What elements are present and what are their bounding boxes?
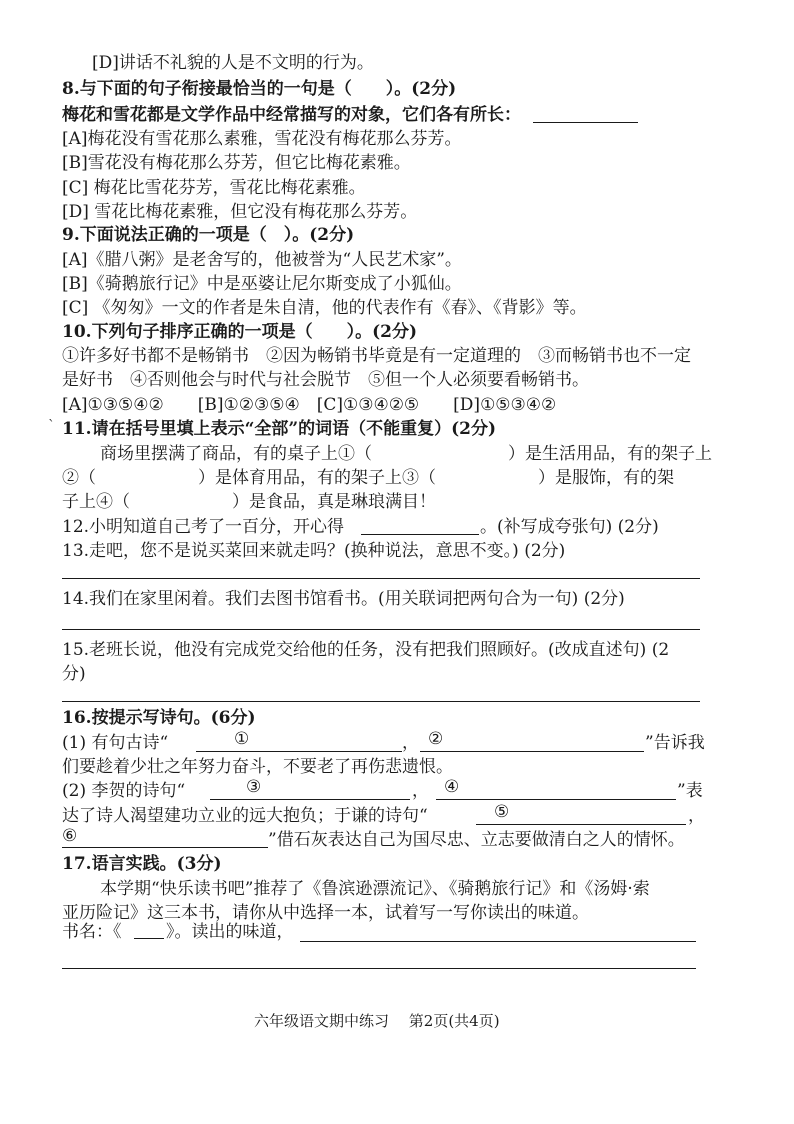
q16-1-tail: ”告诉我: [645, 733, 705, 753]
q8-title: 8.与下面的句子衔接最恰当的一句是（ ）。(2分): [62, 79, 457, 99]
q9-option-a: [A]《腊八粥》是老舍写的，他被誉为“人民艺术家”。: [62, 250, 462, 270]
q9-option-c: [C] 《匆匆》一文的作者是朱自清，他的代表作有《春》、《背影》等。: [62, 298, 587, 318]
q10-sentences-line2: 是好书 ④否则他会与时代与社会脱节 ⑤但一个人必须要看畅销书。: [62, 370, 589, 390]
q16-marker-2: ②: [428, 729, 444, 749]
q16-comma-3: ，: [688, 806, 705, 826]
q8-option-a: [A]梅花没有雪花那么素雅，雪花没有梅花那么芬芳。: [62, 129, 462, 149]
q8-stem: 梅花和雪花都是文学作品中经常描写的对象，它们各有所长：: [62, 105, 521, 125]
q17-text-line1: 本学期“快乐读书吧”推荐了《鲁滨逊漂流记》、《骑鹅旅行记》和《汤姆·索: [100, 879, 650, 899]
q16-marker-4: ④: [444, 777, 460, 797]
q16-marker-5: ⑤: [494, 802, 510, 822]
q13-text: 13.走吧，您不是说买菜回来就走吗？(换种说法，意思不变。) (2分): [62, 541, 566, 561]
q14-text: 14.我们在家里闲着。我们去图书馆看书。(用关联词把两句合为一句) (2分): [62, 589, 625, 609]
q11-line1: 商场里摆满了商品，有的桌子上①（ ）是生活用品，有的架子上: [100, 444, 712, 464]
q17-title: 17.语言实践。(3分): [62, 854, 222, 874]
q7-option-d: [D]讲话不礼貌的人是不文明的行为。: [92, 53, 374, 73]
q12-text: 12.小明知道自己考了一百分，开心得: [62, 517, 345, 537]
q10-sentences-line1: ①许多好书都不是畅销书 ②因为畅销书毕竟是有一定道理的 ③而畅销书也不一定: [62, 346, 691, 366]
q12-instruction: 。(补写成夸张句) (2分): [480, 517, 659, 537]
q16-3-text: 达了诗人渴望建功立业的远大抱负；于谦的诗句“: [62, 806, 428, 826]
q14-answer-line[interactable]: [62, 629, 700, 630]
q8-option-d: [D] 雪花比梅花素雅，但它没有梅花那么芬芳。: [62, 202, 418, 222]
q15-text-line2: 分): [62, 664, 86, 684]
q8-answer-blank[interactable]: [533, 122, 638, 123]
q17-book-label: 书名：《: [62, 922, 122, 942]
q11-line3: 子上④（ ）是食品，真是琳琅满目！: [62, 492, 436, 512]
q16-1-text: (1) 有句古诗“: [62, 733, 169, 753]
q16-comma-2: ，: [412, 781, 429, 801]
q9-option-b: [B]《骑鹅旅行记》中是巫婆让尼尔斯变成了小狐仙。: [62, 274, 462, 294]
q16-comma-1: ，: [402, 733, 419, 753]
q10-options: [A]①③⑤④② [B]①②③⑤④ [C]①③④②⑤ [D]①⑤③④②: [62, 395, 557, 415]
q16-1-explain: 们要趁着少壮之年努力奋斗，不要老了再伤悲遗恨。: [62, 757, 453, 777]
q15-text-line1: 15.老班长说，他没有完成党交给他的任务，没有把我们照顾好。(改成直述句) (2: [62, 640, 670, 660]
q16-marker-6: ⑥: [62, 826, 78, 846]
q16-blank-5[interactable]: [476, 824, 686, 825]
q8-option-c: [C] 梅花比雪花芬芳，雪花比梅花素雅。: [62, 178, 366, 198]
q11-title: 11.请在括号里填上表示“全部”的词语（不能重复）(2分): [62, 419, 497, 439]
q16-blank-1[interactable]: [196, 751, 402, 752]
q17-flavor-label: 》。读出的味道，: [166, 922, 294, 942]
scan-mark: `: [48, 418, 55, 434]
q16-marker-3: ③: [246, 777, 262, 797]
q17-answer-line1[interactable]: [300, 941, 696, 942]
q16-blank-3[interactable]: [210, 799, 410, 800]
q17-book-blank[interactable]: [134, 938, 164, 939]
q16-3-tail: ”借石灰表达自己为国尽忠、立志要做清白之人的情怀。: [268, 830, 685, 850]
q11-line2: ②（ ）是体育用品，有的架子上③（ ）是服饰，有的架: [62, 468, 674, 488]
q17-text-line2: 亚历险记》这三本书，请你从中选择一本，试着写一写你读出的味道。: [62, 903, 589, 923]
q15-answer-line[interactable]: [62, 701, 700, 702]
q16-blank-6[interactable]: [62, 847, 268, 848]
q9-title: 9.下面说法正确的一项是（ ）。(2分): [62, 225, 355, 245]
q16-blank-4[interactable]: [436, 799, 676, 800]
q16-2-text: (2) 李贺的诗句“: [62, 781, 186, 801]
q16-marker-1: ①: [234, 729, 250, 749]
q10-title: 10.下列句子排序正确的一项是（ ）。(2分): [62, 322, 417, 342]
q12-answer-blank[interactable]: [361, 534, 479, 535]
page-footer: 六年级语文期中练习 第2页(共4页): [254, 1012, 500, 1030]
q8-option-b: [B]雪花没有梅花那么芬芳，但它比梅花素雅。: [62, 153, 411, 173]
q16-blank-2[interactable]: [420, 751, 644, 752]
q16-title: 16.按提示写诗句。(6分): [62, 708, 256, 728]
q17-answer-line2[interactable]: [62, 968, 696, 969]
q13-answer-line[interactable]: [62, 578, 700, 579]
q16-2-tail: ”表: [677, 781, 703, 801]
